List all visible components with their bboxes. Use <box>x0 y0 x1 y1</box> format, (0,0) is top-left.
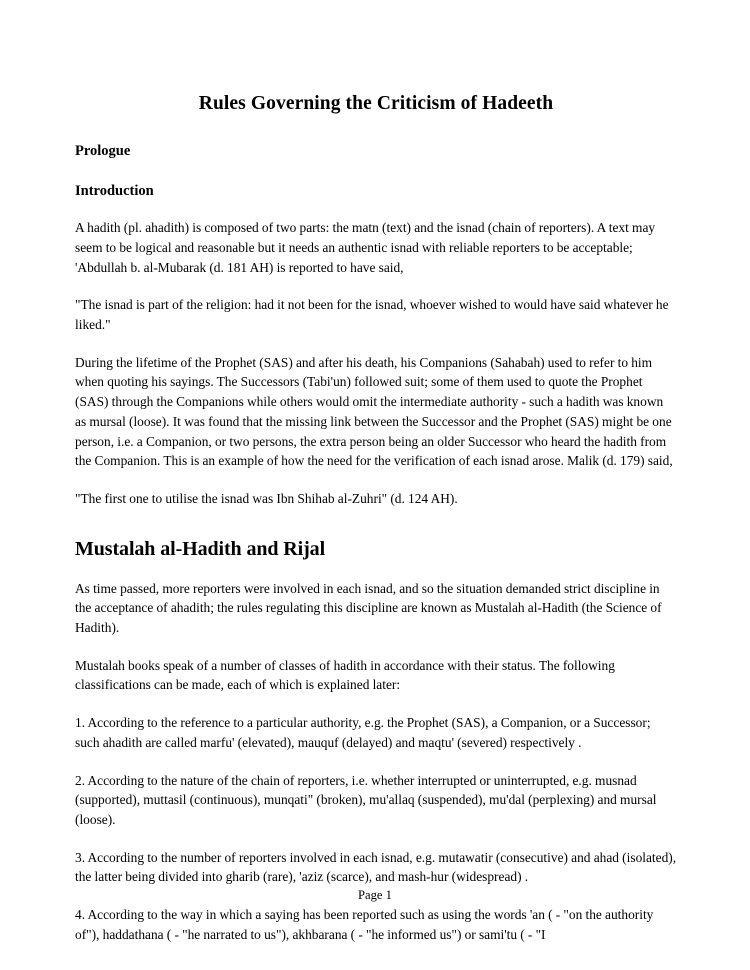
list-item-1: 1. According to the reference to a particular authority, e.g. the Prophet (SAS), a Companion, or a Successor; such ahadith are called marfu' (elevated), mauquf (delayed) and maqtu' (severed) respectively . <box>75 715 651 750</box>
paragraph-hadith-definition: A hadith (pl. ahadith) is composed of two parts: the matn (text) and the isnad (chain of reporters). A text may seem to be logical and reasonable but it needs an authentic isnad with reliable reporters to be acceptable; 'Abdullah b. al-Mubarak (d. 181 AH) is reported to have said, <box>75 220 656 275</box>
paragraph-as-time-passed: As time passed, more reporters were involved in each isnad, and so the situation demanded strict discipline in the acceptance of ahadith; the rules regulating this discipline are known as Mustalah al-Hadith (the Science of Hadith). <box>75 580 662 636</box>
paragraph-isnad-quote: "The isnad is part of the religion: had it not been for the isnad, whoever wished to would have said whatever he liked." <box>75 297 669 332</box>
document-body <box>75 0 677 944</box>
list-item-3: 3. According to the number of reporters involved in each isnad, e.g. mutawatir (consecutive) and ahad (isolated), the latter being divided into gharib (rare), 'aziz (scarce), and mash-hur (widespread) . <box>75 849 677 885</box>
list-item-4: 4. According to the way in which a saying has been reported such as using the words 'an ( - "on the authority of"), haddathana ( - "he narrated to us"), akhbarana ( - "he informed us") or sami'tu ( - "I <box>75 907 654 942</box>
heading-prologue: Prologue <box>75 143 131 160</box>
heading-mustalah-al-hadith-and-rijal: Mustalah al-Hadith and Rijal <box>75 537 326 560</box>
page-title: Rules Governing the Criticism of Hadeeth <box>198 93 554 114</box>
paragraph-zuhri-quote: "The first one to utilise the isnad was Ibn Shihab al-Zuhri" (d. 124 AH). <box>75 490 458 506</box>
heading-introduction: Introduction <box>75 182 154 199</box>
paragraph-mustalah-books: Mustalah books speak of a number of classes of hadith in accordance with their status. The following classifications can be made, each of which is explained later: <box>75 657 615 693</box>
list-item-2: 2. According to the nature of the chain of reporters, i.e. whether interrupted or uninterrupted, e.g. musnad (supported), muttasil (continuous), munqati" (broken), mu'allaq (suspended), mu'dal (perplexing) and mursal (loose). <box>75 772 657 827</box>
paragraph-prophet-lifetime: During the lifetime of the Prophet (SAS) and after his death, his Companions (Sahabah) used to refer to him when quoting his sayings. The Successors (Tabi'un) followed suit; some of them used to quote the Prophet (SAS) through the Companions while others would omit the intermediate authority - such a hadith was known as mursal (loose). It was found that the missing link between the Successor and the Prophet (SAS) might be one person, i.e. a Companion, or two persons, the extra person being an older Successor who heard the hadith from the Companion. This is an example of how the need for the verification of each isnad arose. Malik (d. 179) said, <box>75 354 673 469</box>
page-footer: Page 1 <box>358 888 392 902</box>
